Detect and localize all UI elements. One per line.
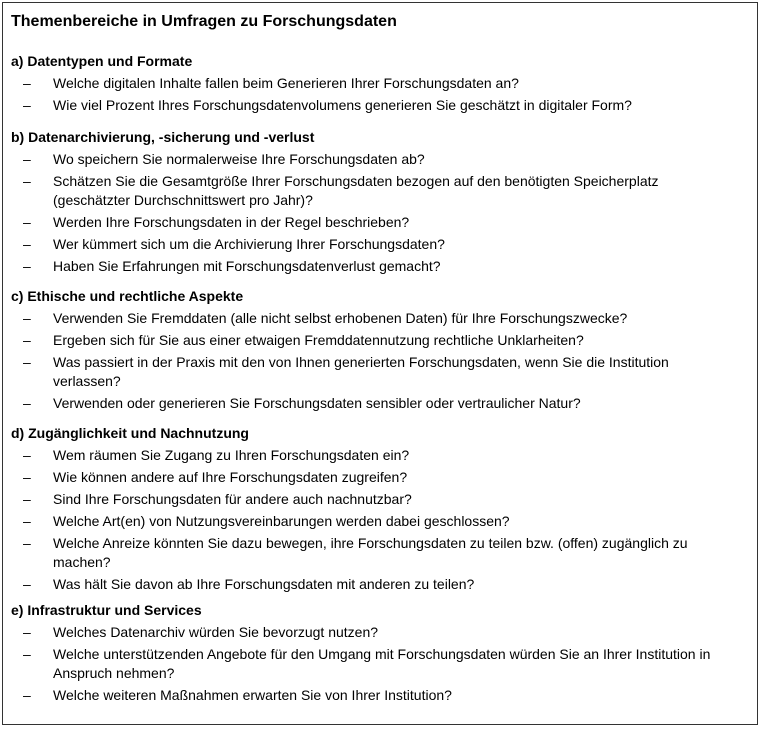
document-title: Themenbereiche in Umfragen zu Forschungsdaten (11, 13, 397, 30)
question-text: Sind Ihre Forschungsdaten für andere auch nachnutzbar? (53, 491, 412, 507)
question-text: Welches Datenarchiv würden Sie bevorzugt nutzen? (53, 624, 379, 640)
dash-bullet: – (23, 535, 31, 551)
list-item (11, 353, 751, 391)
dash-bullet: – (23, 646, 31, 662)
list-item (11, 257, 751, 276)
question-text: Ergeben sich für Sie aus einer etwaigen Fremddatennutzung rechtliche Unklarheiten? (53, 332, 584, 348)
list-item (11, 446, 751, 465)
dash-bullet: – (23, 687, 31, 703)
dash-bullet: – (23, 258, 31, 274)
dash-bullet: – (23, 173, 31, 189)
list-item (11, 534, 751, 572)
list-item (11, 394, 751, 413)
question-text: Wem räumen Sie Zugang zu Ihren Forschungsdaten ein? (53, 447, 410, 463)
section-infrastruktur (11, 600, 751, 708)
list-item (11, 96, 751, 115)
list-item (11, 172, 751, 210)
list-item (11, 645, 751, 683)
question-text: Verwenden Sie Fremddaten (alle nicht selbst erhobenen Daten) für Ihre Forschungszwecke? (53, 310, 628, 326)
question-text: Wo speichern Sie normalerweise Ihre Forschungsdaten ab? (53, 151, 425, 167)
question-text: Welche Anreize könnten Sie dazu bewegen, ihre Forschungsdaten zu teilen bzw. (offen) zugänglich zu machen? (53, 535, 688, 570)
question-text: Wie können andere auf Ihre Forschungsdaten zugreifen? (53, 469, 408, 485)
section-heading: b) Datenarchivierung, -sicherung und -verlust (11, 129, 315, 145)
question-list (11, 309, 751, 413)
question-list (11, 623, 751, 705)
dash-bullet: – (23, 97, 31, 113)
dash-bullet: – (23, 395, 31, 411)
question-text: Wer kümmert sich um die Archivierung Ihrer Forschungsdaten? (53, 236, 445, 252)
question-text: Werden Ihre Forschungsdaten in der Regel beschrieben? (53, 214, 410, 230)
dash-bullet: – (23, 236, 31, 252)
question-text: Schätzen Sie die Gesamtgröße Ihrer Forschungsdaten bezogen auf den benötigten Speicherplatz (geschätzter Durchschnittswert pro Jahr)? (53, 173, 659, 208)
list-item (11, 150, 751, 169)
question-text: Welche unterstützenden Angebote für den Umgang mit Forschungsdaten würden Sie an Ihrer Institution in Anspruch nehmen? (53, 646, 711, 681)
question-text: Verwenden oder generieren Sie Forschungsdaten sensibler oder vertraulicher Natur? (53, 395, 581, 411)
section-heading: e) Infrastruktur und Services (11, 602, 202, 618)
dash-bullet: – (23, 447, 31, 463)
question-list (11, 446, 751, 594)
list-item (11, 623, 751, 642)
dash-bullet: – (23, 513, 31, 529)
section-ethik-recht (11, 286, 751, 416)
list-item (11, 331, 751, 350)
list-item (11, 74, 751, 93)
list-item (11, 468, 751, 487)
section-heading: c) Ethische und rechtliche Aspekte (11, 288, 244, 304)
question-list (11, 150, 751, 276)
question-text: Welche weiteren Maßnahmen erwarten Sie von Ihrer Institution? (53, 687, 452, 703)
question-text: Haben Sie Erfahrungen mit Forschungsdatenverlust gemacht? (53, 258, 441, 274)
question-text: Was passiert in der Praxis mit den von Ihnen generierten Forschungsdaten, wenn Sie die Institution verlassen? (53, 354, 669, 389)
section-zugaenglichkeit (11, 423, 751, 597)
question-text: Was hält Sie davon ab Ihre Forschungsdaten mit anderen zu teilen? (53, 576, 475, 592)
question-text: Wie viel Prozent Ihres Forschungsdatenvolumens generieren Sie geschätzt in digitaler Form? (53, 97, 632, 113)
list-item (11, 686, 751, 705)
dash-bullet: – (23, 214, 31, 230)
dash-bullet: – (23, 491, 31, 507)
list-item (11, 512, 751, 531)
list-item (11, 235, 751, 254)
dash-bullet: – (23, 310, 31, 326)
list-item (11, 490, 751, 509)
dash-bullet: – (23, 75, 31, 91)
list-item (11, 213, 751, 232)
section-datenarchivierung (11, 127, 751, 279)
dash-bullet: – (23, 151, 31, 167)
dash-bullet: – (23, 469, 31, 485)
question-text: Welche Art(en) von Nutzungsvereinbarungen werden dabei geschlossen? (53, 513, 510, 529)
section-heading: d) Zugänglichkeit und Nachnutzung (11, 425, 249, 441)
dash-bullet: – (23, 332, 31, 348)
dash-bullet: – (23, 624, 31, 640)
section-datentypen (11, 51, 751, 118)
question-text: Welche digitalen Inhalte fallen beim Generieren Ihrer Forschungsdaten an? (53, 75, 519, 91)
section-heading: a) Datentypen und Formate (11, 53, 193, 69)
list-item (11, 575, 751, 594)
list-item (11, 309, 751, 328)
dash-bullet: – (23, 576, 31, 592)
dash-bullet: – (23, 354, 31, 370)
question-list (11, 74, 751, 115)
